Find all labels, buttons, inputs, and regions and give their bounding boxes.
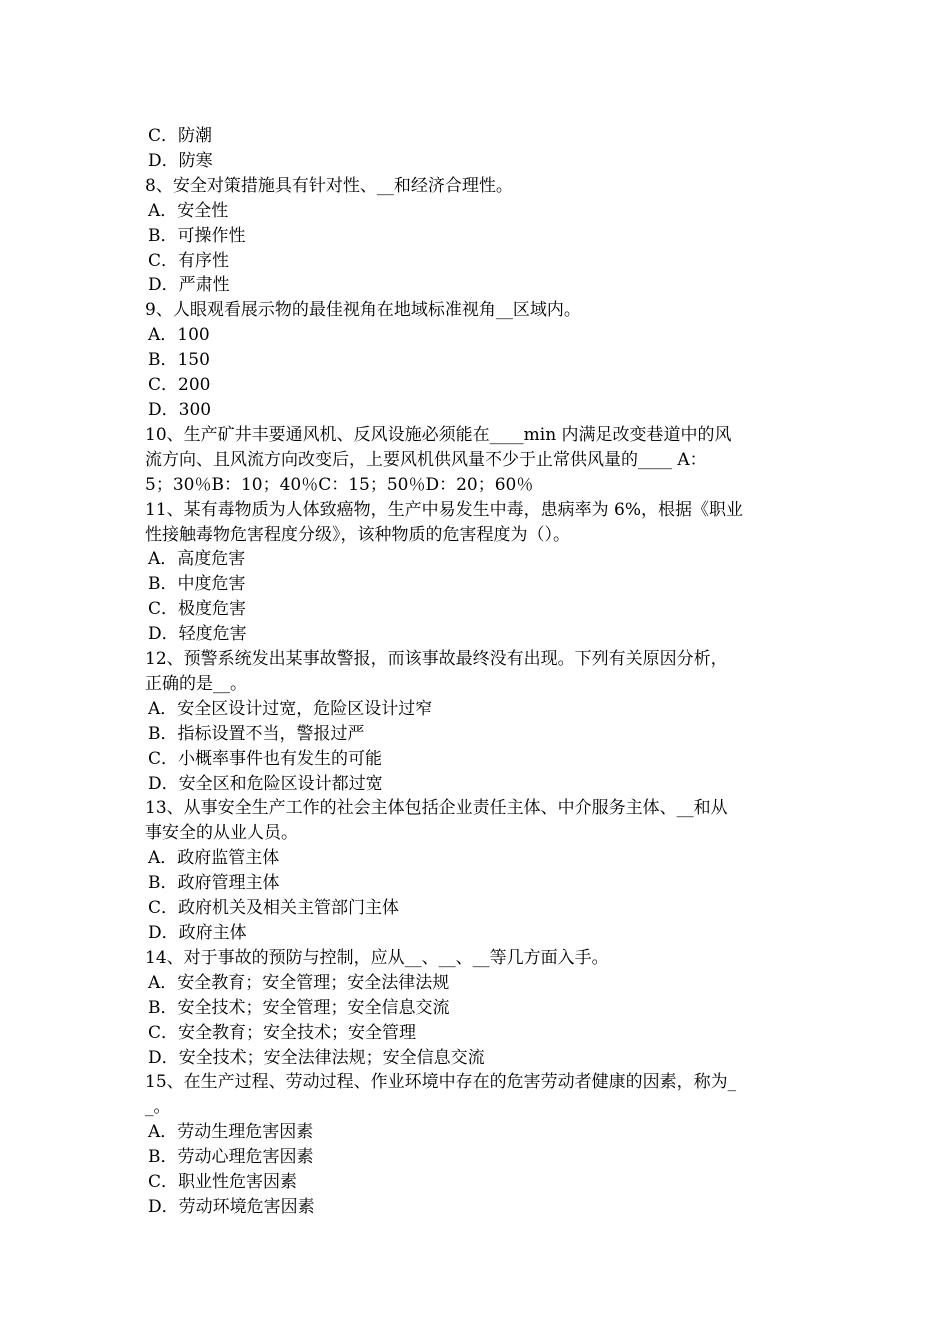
answer-option: A．政府监管主体 bbox=[148, 848, 280, 869]
answer-option: C．安全教育；安全技术；安全管理 bbox=[148, 1022, 417, 1043]
answer-option: D．严肃性 bbox=[148, 275, 230, 296]
answer-option: A．安全区设计过宽，危险区设计过窄 bbox=[148, 698, 433, 719]
question-text: 15、在生产过程、劳动过程、作业环境中存在的危害劳动者健康的因素，称为_ bbox=[145, 1072, 737, 1093]
answer-option: A．100 bbox=[148, 325, 210, 346]
question-text: 性接触毒物危害程度分级》，该种物质的危害程度为（）。 bbox=[145, 524, 570, 545]
answer-option: C．极度危害 bbox=[148, 599, 247, 620]
question-text: 8、安全对策措施具有针对性、__和经济合理性。 bbox=[145, 175, 513, 196]
answer-option: B．150 bbox=[148, 350, 210, 371]
answer-option: B．指标设置不当，警报过严 bbox=[148, 723, 365, 744]
answer-option: D．政府主体 bbox=[148, 923, 247, 943]
question-text: 12、预警系统发出某事故警报，而该事故最终没有出现。下列有关原因分析， bbox=[145, 649, 728, 670]
answer-option: B．劳动心理危害因素 bbox=[148, 1147, 314, 1168]
question-text: 14、对于事故的预防与控制，应从__、__、__等几方面入手。 bbox=[145, 947, 609, 968]
question-text: 5；30％B：10；40％C：15；50％D：20；60％ bbox=[145, 474, 534, 495]
answer-option: B．可操作性 bbox=[148, 225, 246, 246]
answer-option: C．职业性危害因素 bbox=[148, 1172, 298, 1193]
answer-option: D．安全技术；安全法律法规；安全信息交流 bbox=[148, 1047, 485, 1068]
answer-option: C．有序性 bbox=[148, 250, 230, 271]
question-text: _。 bbox=[145, 1097, 171, 1118]
answer-option: D．防寒 bbox=[148, 150, 213, 171]
answer-option: B．政府管理主体 bbox=[148, 873, 280, 894]
answer-option: A．安全性 bbox=[148, 200, 229, 221]
answer-option: A．高度危害 bbox=[148, 549, 246, 570]
answer-option: B．安全技术；安全管理；安全信息交流 bbox=[148, 997, 450, 1018]
answer-option: D．劳动环境危害因素 bbox=[148, 1196, 315, 1217]
answer-option: D．轻度危害 bbox=[148, 624, 247, 645]
question-text: 流方向、且风流方向改变后，上要风机供风量不少于止常供风量的____ A： bbox=[145, 449, 707, 470]
question-text: 10、生产矿井丰要通风机、反风设施必须能在____min 内满足改变巷道中的风 bbox=[145, 424, 732, 445]
question-text: 事安全的从业人员。 bbox=[145, 823, 298, 844]
answer-option: C．200 bbox=[148, 375, 211, 396]
answer-option: A．安全教育；安全管理；安全法律法规 bbox=[148, 972, 450, 993]
answer-option: B．中度危害 bbox=[148, 574, 246, 595]
answer-option: C．政府机关及相关主管部门主体 bbox=[148, 898, 400, 919]
answer-option: D．安全区和危险区设计都过宽 bbox=[148, 773, 383, 794]
question-text: 11、某有毒物质为人体致癌物，生产中易发生中毒，患病率为 6%，根据《职业 bbox=[145, 499, 744, 520]
question-text: 9、人眼观看展示物的最佳视角在地域标准视角__区域内。 bbox=[145, 300, 581, 321]
answer-option: A．劳动生理危害因素 bbox=[148, 1122, 314, 1143]
answer-option: C．小概率事件也有发生的可能 bbox=[148, 748, 383, 769]
document-body bbox=[145, 124, 813, 1220]
answer-option: D．300 bbox=[148, 399, 212, 420]
question-text: 正确的是__。 bbox=[145, 673, 247, 694]
answer-option: C．防潮 bbox=[148, 126, 213, 146]
question-text: 13、从事安全生产工作的社会主体包括企业责任主体、中介服务主体、__和从 bbox=[145, 798, 728, 819]
